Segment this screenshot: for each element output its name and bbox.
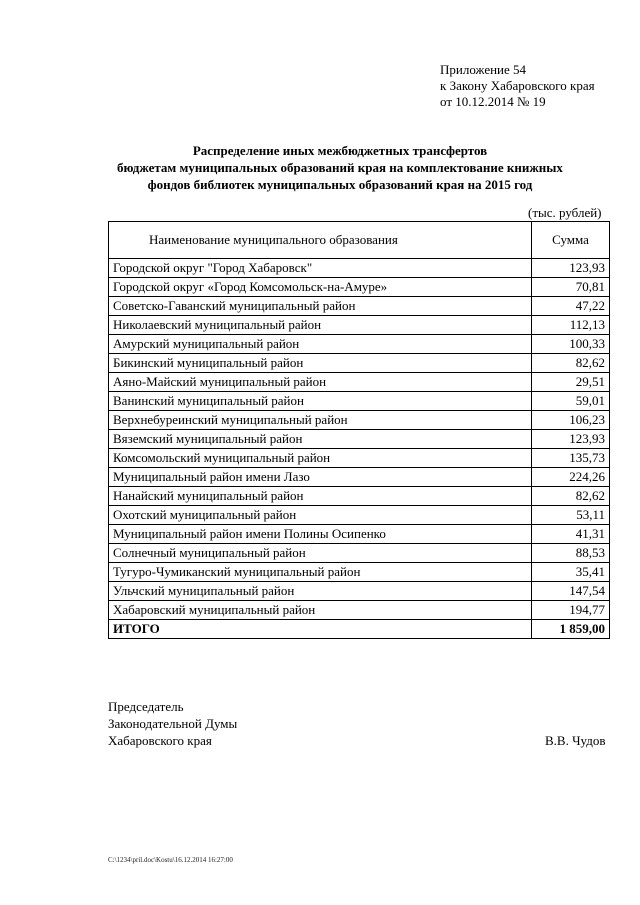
transfer-sum: 59,01 xyxy=(532,392,610,411)
municipality-name: Ванинский муниципальный район xyxy=(109,392,532,411)
municipality-name: Николаевский муниципальный район xyxy=(109,316,532,335)
transfer-sum: 112,13 xyxy=(532,316,610,335)
transfer-sum: 123,93 xyxy=(532,259,610,278)
table-body xyxy=(109,259,610,620)
signature-title-2: Законодательной Думы xyxy=(108,716,238,731)
table-row xyxy=(109,582,610,601)
table-row xyxy=(109,468,610,487)
municipality-name: Ульчский муниципальный район xyxy=(109,582,532,601)
table-row xyxy=(109,411,610,430)
appendix-number: Приложение 54 xyxy=(440,62,527,77)
municipality-name: Вяземский муниципальный район xyxy=(109,430,532,449)
signature-block xyxy=(108,698,237,749)
table-row xyxy=(109,335,610,354)
table-row xyxy=(109,601,610,620)
appendix-law: к Закону Хабаровского края xyxy=(440,78,595,93)
table-row xyxy=(109,392,610,411)
transfer-sum: 100,33 xyxy=(532,335,610,354)
signature-title-1: Председатель xyxy=(108,699,184,714)
municipality-name: Советско-Гаванский муниципальный район xyxy=(109,297,532,316)
transfer-sum: 70,81 xyxy=(532,278,610,297)
table-row xyxy=(109,525,610,544)
header-municipality: Наименование муниципального образования xyxy=(109,222,532,259)
appendix-date: от 10.12.2014 № 19 xyxy=(440,94,546,109)
transfer-table xyxy=(108,221,610,639)
transfer-sum: 82,62 xyxy=(532,354,610,373)
transfer-sum: 224,26 xyxy=(532,468,610,487)
table-row xyxy=(109,544,610,563)
municipality-name: Хабаровский муниципальный район xyxy=(109,601,532,620)
table-row xyxy=(109,449,610,468)
table-header-row xyxy=(109,222,610,259)
signature-title-3: Хабаровского края xyxy=(108,733,212,748)
municipality-name: Аяно-Майский муниципальный район xyxy=(109,373,532,392)
table-row xyxy=(109,563,610,582)
table-row xyxy=(109,430,610,449)
transfer-sum: 29,51 xyxy=(532,373,610,392)
title-line-2: бюджетам муниципальных образований края на комплектование книжных xyxy=(117,160,563,175)
table-row xyxy=(109,316,610,335)
municipality-name: Солнечный муниципальный район xyxy=(109,544,532,563)
units-label: (тыс. рублей) xyxy=(528,205,602,220)
table-row xyxy=(109,259,610,278)
transfer-sum: 35,41 xyxy=(532,563,610,582)
appendix-reference xyxy=(440,62,595,110)
table-row xyxy=(109,506,610,525)
transfer-sum: 88,53 xyxy=(532,544,610,563)
table-row xyxy=(109,487,610,506)
municipality-name: Нанайский муниципальный район xyxy=(109,487,532,506)
transfer-sum: 82,62 xyxy=(532,487,610,506)
municipality-name: Бикинский муниципальный район xyxy=(109,354,532,373)
municipality-name: Комсомольский муниципальный район xyxy=(109,449,532,468)
municipality-name: Тугуро-Чумиканский муниципальный район xyxy=(109,563,532,582)
municipality-name: Городской округ "Город Хабаровск" xyxy=(109,259,532,278)
document-title xyxy=(60,142,620,193)
total-row xyxy=(109,620,610,639)
transfer-sum: 123,93 xyxy=(532,430,610,449)
table-row xyxy=(109,278,610,297)
municipality-name: Городской округ «Город Комсомольск-на-Амуре» xyxy=(109,278,532,297)
total-sum: 1 859,00 xyxy=(532,620,610,639)
transfer-sum: 194,77 xyxy=(532,601,610,620)
municipality-name: Охотский муниципальный район xyxy=(109,506,532,525)
total-label: ИТОГО xyxy=(109,620,532,639)
transfer-sum: 147,54 xyxy=(532,582,610,601)
municipality-name: Муниципальный район имени Полины Осипенко xyxy=(109,525,532,544)
transfer-sum: 106,23 xyxy=(532,411,610,430)
transfer-sum: 41,31 xyxy=(532,525,610,544)
title-line-1: Распределение иных межбюджетных трансфертов xyxy=(192,143,488,158)
transfer-sum: 135,73 xyxy=(532,449,610,468)
table-row xyxy=(109,354,610,373)
transfer-sum: 47,22 xyxy=(532,297,610,316)
municipality-name: Верхнебуреинский муниципальный район xyxy=(109,411,532,430)
municipality-name: Муниципальный район имени Лазо xyxy=(109,468,532,487)
table-row xyxy=(109,373,610,392)
municipality-name: Амурский муниципальный район xyxy=(109,335,532,354)
title-line-3: фондов библиотек муниципальных образований края на 2015 год xyxy=(147,177,533,192)
file-path-footer: C:\1234\pril.doc\Kostu\16.12.2014 16:27:00 xyxy=(108,856,233,864)
header-sum: Сумма xyxy=(532,222,610,259)
signatory-name: В.В. Чудов xyxy=(545,733,606,748)
transfer-sum: 53,11 xyxy=(532,506,610,525)
table-row xyxy=(109,297,610,316)
